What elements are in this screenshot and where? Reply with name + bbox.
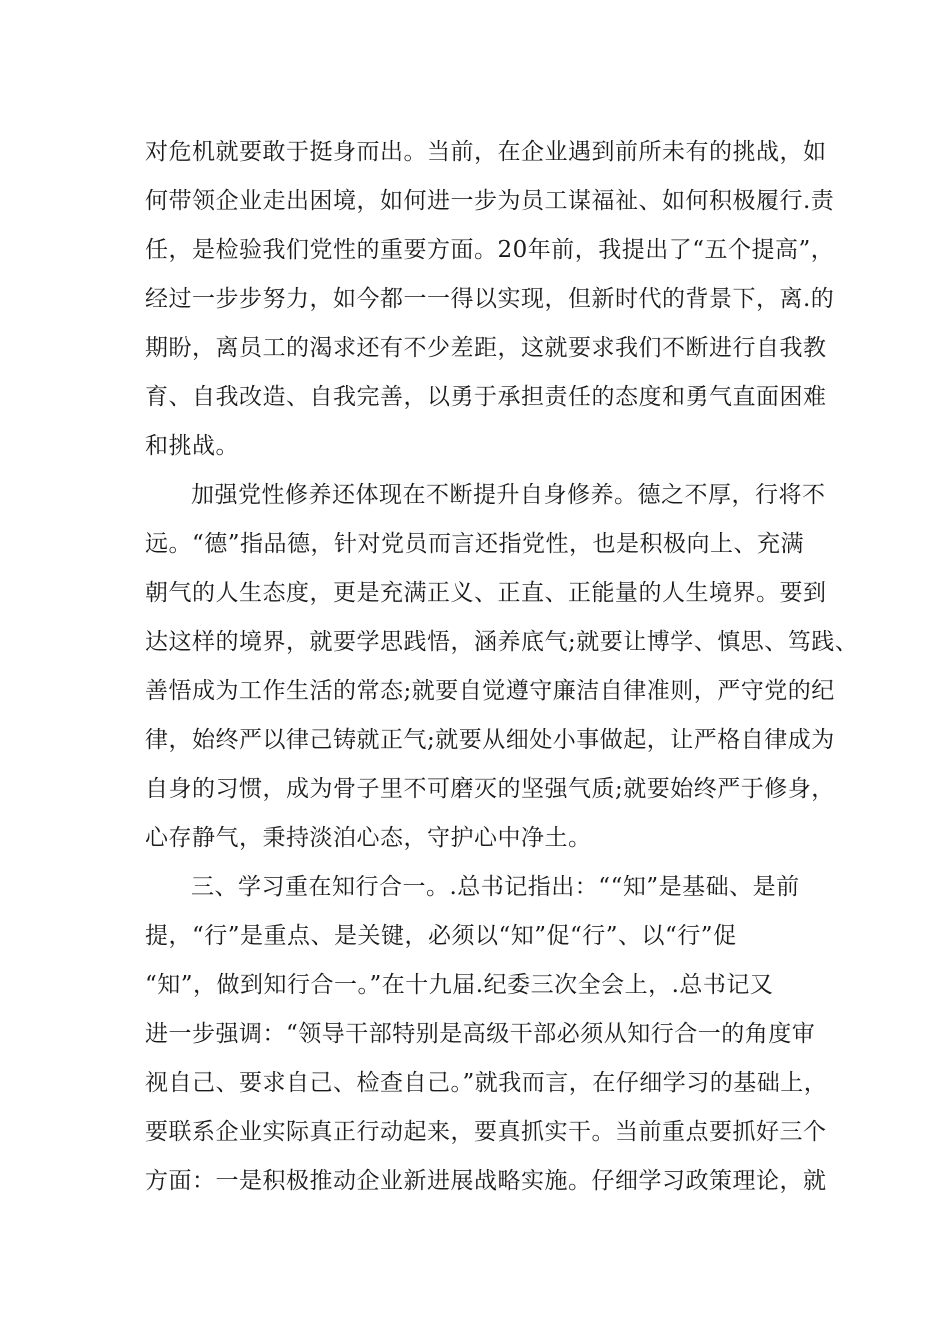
- text-line: 对危机就要敢于挺身而出。当前，在企业遇到前所未有的挑战，如: [145, 139, 827, 165]
- text-line: 育、自我改造、自我完善，以勇于承担责任的态度和勇气直面困难: [145, 384, 827, 410]
- paragraph-3: [145, 863, 828, 1206]
- paragraph-1: [145, 128, 835, 471]
- text-line-first: 三、学习重在知行合一。.总书记指出：““知”是基础、是前: [191, 874, 800, 900]
- text-line: 要联系企业实际真正行动起来，要真抓实干。当前重点要抓好三个: [145, 1119, 827, 1145]
- text-line: 自身的习惯，成为骨子里不可磨灭的坚强气质;就要始终严于修身，: [145, 776, 835, 802]
- paragraph-2: [145, 471, 859, 863]
- text-line: 律，始终严以律己铸就正气;就要从细处小事做起，让严格自律成为: [145, 727, 835, 753]
- text-line: 何带领企业走出困境，如何进一步为员工谋福祉、如何积极履行.责: [145, 188, 835, 214]
- text-line: 和挑战。: [145, 433, 239, 459]
- text-line: “知”，做到知行合一。”在十九届.纪委三次全会上，.总书记又: [145, 972, 774, 998]
- text-line: 达这样的境界，就要学思践悟，涵养底气;就要让博学、慎思、笃践、: [145, 629, 859, 655]
- text-line: 提，“行”是重点、是关键，必须以“知”促“行”、以“行”促: [145, 923, 737, 949]
- text-line-first: 加强党性修养还体现在不断提升自身修养。德之不厚，行将不: [191, 482, 826, 508]
- text-line: 方面：一是积极推动企业新进展战略实施。仔细学习政策理论，就: [145, 1168, 827, 1194]
- text-line: 视自己、要求自己、检查自己。”就我而言，在仔细学习的基础上，: [145, 1070, 828, 1096]
- text-line: 朝气的人生态度，更是充满正义、正直、正能量的人生境界。要到: [145, 580, 827, 606]
- text-line: 心存静气，秉持淡泊心态，守护心中净土。: [145, 825, 592, 851]
- text-line: 期盼，离员工的渴求还有不少差距，这就要求我们不断进行自我教: [145, 335, 827, 361]
- text-line: 善悟成为工作生活的常态;就要自觉遵守廉洁自律准则，严守党的纪: [145, 678, 835, 704]
- document-body: [145, 128, 859, 1206]
- text-line: 进一步强调：“领导干部特别是高级干部必须从知行合一的角度审: [145, 1021, 816, 1047]
- text-line: 任，是检验我们党性的重要方面。20年前，我提出了“五个提高”，: [145, 237, 835, 263]
- text-line: 经过一步步努力，如今都一一得以实现，但新时代的背景下，离.的: [145, 286, 835, 312]
- text-line: 远。“德”指品德，针对党员而言还指党性，也是积极向上、充满: [145, 531, 805, 557]
